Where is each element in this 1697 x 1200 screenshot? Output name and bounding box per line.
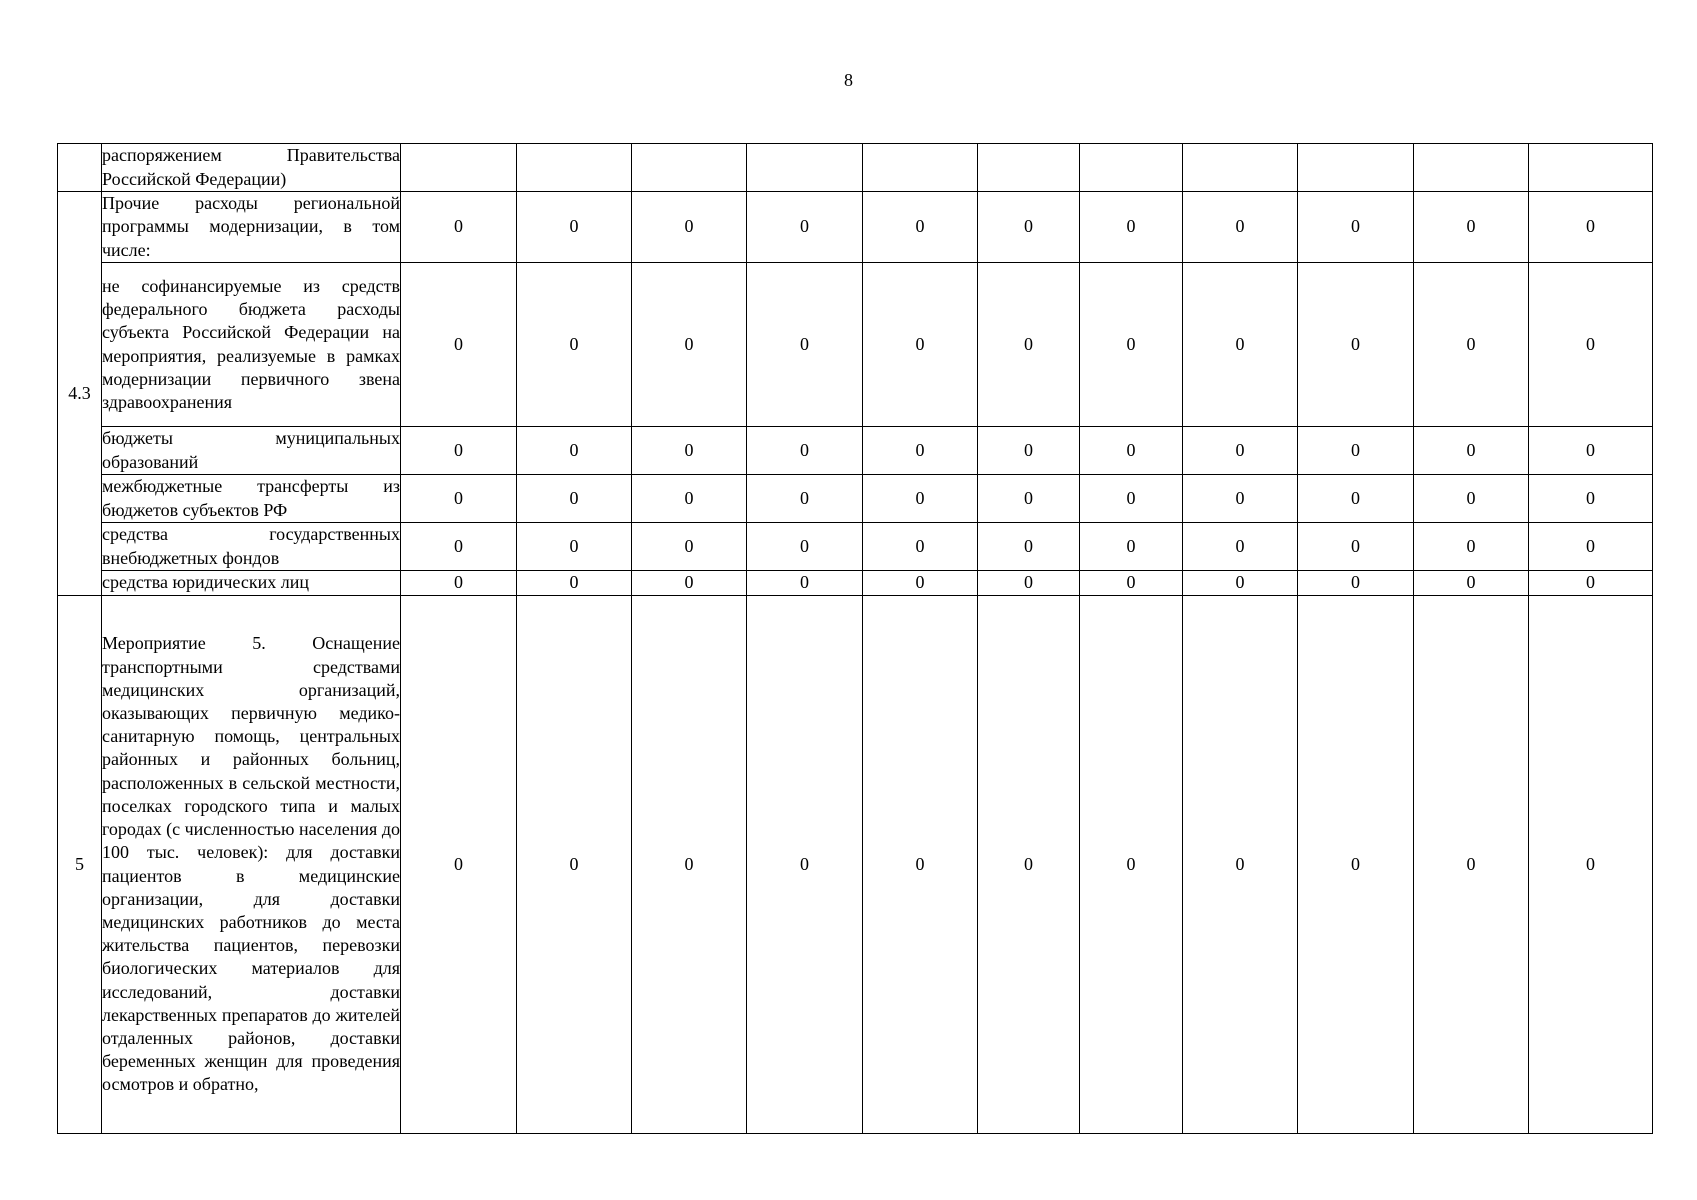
- value-cell: 0: [1529, 475, 1653, 523]
- value-cell: 0: [863, 571, 978, 596]
- value-cell: 0: [632, 427, 747, 475]
- value-cell: 0: [1298, 475, 1414, 523]
- value-cell: 0: [1183, 192, 1298, 263]
- value-cell: 0: [401, 192, 517, 263]
- value-cell: 0: [863, 523, 978, 571]
- value-cell: 0: [1414, 263, 1529, 427]
- value-cell: 0: [517, 263, 632, 427]
- table-row: [58, 475, 1653, 523]
- value-cell: 0: [863, 475, 978, 523]
- value-cell: 0: [747, 192, 863, 263]
- row-number: 5: [58, 596, 102, 1134]
- value-cell: 0: [747, 475, 863, 523]
- value-cell: 0: [863, 596, 978, 1134]
- value-cell: 0: [401, 427, 517, 475]
- value-cell: [517, 144, 632, 192]
- table-row: [58, 571, 1653, 596]
- value-cell: 0: [1414, 596, 1529, 1134]
- table-row: [58, 596, 1653, 1134]
- value-cell: 0: [1183, 475, 1298, 523]
- value-cell: [1298, 144, 1414, 192]
- row-description: не софинансируемые из средств федерального бюджета расходы субъекта Российской Федерации на мероприятия, реализуемые в рамках модернизации первичного звена здравоохранения: [102, 263, 401, 427]
- value-cell: 0: [978, 475, 1080, 523]
- row-number: [58, 144, 102, 192]
- value-cell: 0: [632, 192, 747, 263]
- value-cell: [978, 144, 1080, 192]
- value-cell: [1529, 144, 1653, 192]
- value-cell: [747, 144, 863, 192]
- value-cell: 0: [1080, 475, 1183, 523]
- value-cell: 0: [978, 571, 1080, 596]
- value-cell: 0: [1080, 192, 1183, 263]
- row-description: Прочие расходы региональной программы модернизации, в том числе:: [102, 192, 401, 263]
- value-cell: 0: [1529, 192, 1653, 263]
- value-cell: 0: [401, 263, 517, 427]
- value-cell: 0: [517, 475, 632, 523]
- row-description: бюджеты муниципальных образований: [102, 427, 401, 475]
- value-cell: 0: [1080, 523, 1183, 571]
- value-cell: 0: [1080, 263, 1183, 427]
- value-cell: [632, 144, 747, 192]
- value-cell: 0: [978, 523, 1080, 571]
- value-cell: 0: [1414, 523, 1529, 571]
- value-cell: [1183, 144, 1298, 192]
- row-description: межбюджетные трансферты из бюджетов субъектов РФ: [102, 475, 401, 523]
- row-description: распоряжением Правительства Российской Федерации): [102, 144, 401, 192]
- value-cell: 0: [1183, 596, 1298, 1134]
- value-cell: 0: [632, 596, 747, 1134]
- value-cell: 0: [863, 427, 978, 475]
- value-cell: 0: [632, 263, 747, 427]
- value-cell: 0: [1529, 571, 1653, 596]
- value-cell: [1414, 144, 1529, 192]
- value-cell: 0: [747, 571, 863, 596]
- value-cell: 0: [1080, 596, 1183, 1134]
- value-cell: 0: [1183, 263, 1298, 427]
- value-cell: 0: [632, 523, 747, 571]
- value-cell: 0: [517, 523, 632, 571]
- table-row: [58, 192, 1653, 263]
- table-row: [58, 144, 1653, 192]
- page-number: 8: [844, 70, 853, 90]
- value-cell: 0: [1183, 571, 1298, 596]
- value-cell: 0: [1529, 263, 1653, 427]
- value-cell: 0: [1414, 571, 1529, 596]
- value-cell: 0: [401, 523, 517, 571]
- value-cell: 0: [978, 596, 1080, 1134]
- table-row: [58, 427, 1653, 475]
- value-cell: 0: [1298, 427, 1414, 475]
- value-cell: 0: [978, 192, 1080, 263]
- table-row: [58, 523, 1653, 571]
- row-description: средства государственных внебюджетных фондов: [102, 523, 401, 571]
- value-cell: 0: [1298, 571, 1414, 596]
- value-cell: 0: [978, 263, 1080, 427]
- row-description: Мероприятие 5. Оснащение транспортными средствами медицинских организаций, оказывающих первичную медико-санитарную помощь, центральных районных и районных больниц, расположенных в сельской местности, поселках городского типа и малых городах (с численностью населения до 100 тыс. человек): для доставки пациентов в медицинские организации, для доставки медицинских работников до места жительства пациентов, перевозки биологических материалов для исследований, доставки лекарственных препаратов до жителей отдаленных районов, доставки беременных женщин для проведения осмотров и обратно,: [102, 596, 401, 1134]
- value-cell: 0: [517, 427, 632, 475]
- value-cell: 0: [1529, 523, 1653, 571]
- value-cell: 0: [1414, 475, 1529, 523]
- table-body: [58, 144, 1653, 1134]
- value-cell: [401, 144, 517, 192]
- value-cell: 0: [401, 596, 517, 1134]
- value-cell: 0: [517, 596, 632, 1134]
- value-cell: 0: [863, 263, 978, 427]
- value-cell: 0: [863, 192, 978, 263]
- budget-table: [57, 143, 1653, 1134]
- table-row: [58, 263, 1653, 427]
- value-cell: 0: [1414, 427, 1529, 475]
- value-cell: 0: [517, 192, 632, 263]
- value-cell: 0: [1080, 571, 1183, 596]
- value-cell: 0: [1298, 523, 1414, 571]
- value-cell: 0: [1183, 523, 1298, 571]
- value-cell: 0: [632, 571, 747, 596]
- value-cell: 0: [1529, 427, 1653, 475]
- row-number: 4.3: [58, 192, 102, 596]
- row-description: средства юридических лиц: [102, 571, 401, 596]
- value-cell: [1080, 144, 1183, 192]
- value-cell: 0: [401, 571, 517, 596]
- value-cell: 0: [517, 571, 632, 596]
- value-cell: 0: [978, 427, 1080, 475]
- value-cell: 0: [747, 263, 863, 427]
- value-cell: 0: [632, 475, 747, 523]
- value-cell: 0: [1414, 192, 1529, 263]
- value-cell: 0: [747, 427, 863, 475]
- value-cell: 0: [747, 596, 863, 1134]
- value-cell: 0: [1298, 596, 1414, 1134]
- value-cell: 0: [1529, 596, 1653, 1134]
- value-cell: 0: [401, 475, 517, 523]
- value-cell: 0: [1080, 427, 1183, 475]
- value-cell: 0: [1298, 263, 1414, 427]
- value-cell: 0: [1183, 427, 1298, 475]
- value-cell: [863, 144, 978, 192]
- value-cell: 0: [1298, 192, 1414, 263]
- value-cell: 0: [747, 523, 863, 571]
